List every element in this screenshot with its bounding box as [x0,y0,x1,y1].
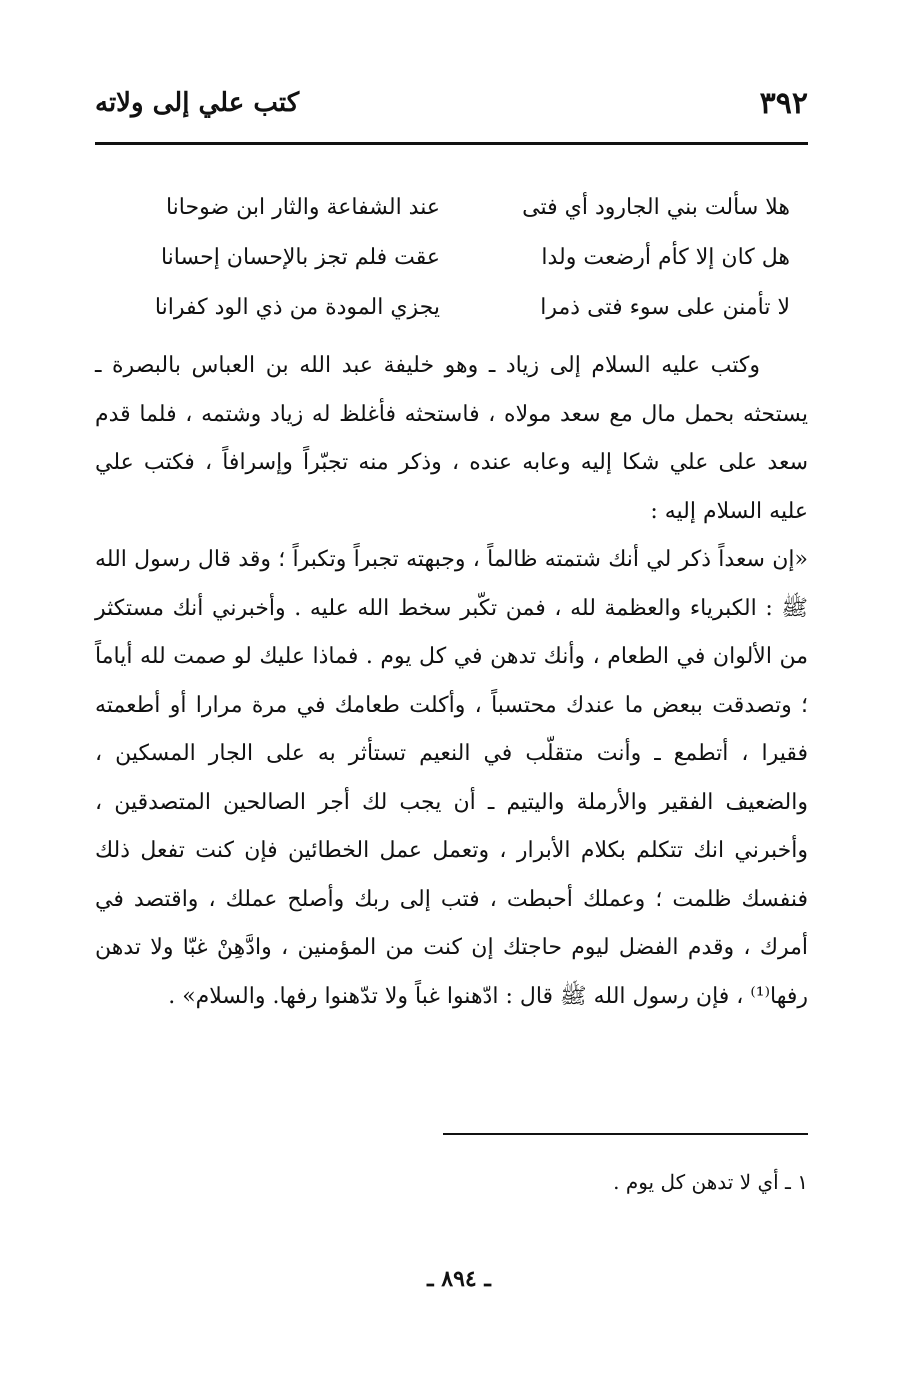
footnote-rule [443,1133,808,1135]
letter-paragraph: «إن سعداً ذكر لي أنك شتمته ظالماً ، وجبهته تجبراً وتكبراً ؛ وقد قال رسول الله ﷺ : الكبرياء والعظمة لله ، فمن تكّبر سخط الله عليه . وأخبرني أنك مستكثر من الألوان في الطعام ، وأنك تدهن في كل يوم . فماذا عليك لو صمت لله أياماً ؛ وتصدقت ببعض ما عندك محتسباً ، وأكلت طعامك في مرة مرارا أو أطعمته فقيرا ، أتطمع ـ وأنت متقلّب في النعيم تستأثر به على الجار المسكين ، والضعيف الفقير والأرملة واليتيم ـ أن يجب لك أجر الصالحين المتصدقين ، وأخبرني انك تتكلم بكلام الأبرار ، وتعمل عمل الخطائين فإن كنت تفعل ذلك فنفسك ظلمت ؛ وعملك أحبطت ، فتب إلى ربك وأصلح عملك ، واقتصد في أمرك ، وقدم الفضل ليوم حاجتك إن كنت من المؤمنين ، وادَّهِنْ غبّا ولا تدهن رفها⁽¹⁾ ، فإن رسول الله ﷺ قال : ادّهنوا غباً ولا تدّهنوا رفها. والسلام» . [95,547,808,1009]
verse-first-hemistich: لا تأمنن على سوء فتى ذمرا [540,295,790,320]
poem [110,195,790,345]
poem-verse [110,295,790,345]
verse-second-hemistich: يجزي المودة من ذي الود كفرانا [154,295,440,320]
verse-second-hemistich: عند الشفاعة والثار ابن ضوحانا [165,195,440,220]
verse-second-hemistich: عقت فلم تجز بالإحسان إحسانا [160,245,440,270]
page-number: ٣٩٢ [759,86,808,121]
verse-first-hemistich: هلا سألت بني الجارود أي فتى [522,195,790,220]
verse-first-hemistich: هل كان إلا كأم أرضعت ولدا [541,245,790,270]
running-header [95,86,808,130]
body-text [95,342,808,1021]
intro-paragraph: وكتب عليه السلام إلى زياد ـ وهو خليفة عبد الله بن العباس بالبصرة ـ يستحثه بحمل مال مع سعد مولاه ، فاستحثه فأغلظ له زياد وشتمه ، فلما قدم سعد على علي شكا إليه وعابه عنده ، وذكر منه تجبّراً وإسرافاً ، فكتب علي عليه السلام إليه : [95,353,808,524]
book-title: كتب علي إلى ولاته [95,88,300,118]
footnote: ١ ـ أي لا تدهن كل يوم . [613,1170,808,1194]
poem-verse [110,245,790,295]
header-rule [95,142,808,145]
poem-verse [110,195,790,245]
folio-number: ـ ٨٩٤ ـ [427,1266,491,1292]
